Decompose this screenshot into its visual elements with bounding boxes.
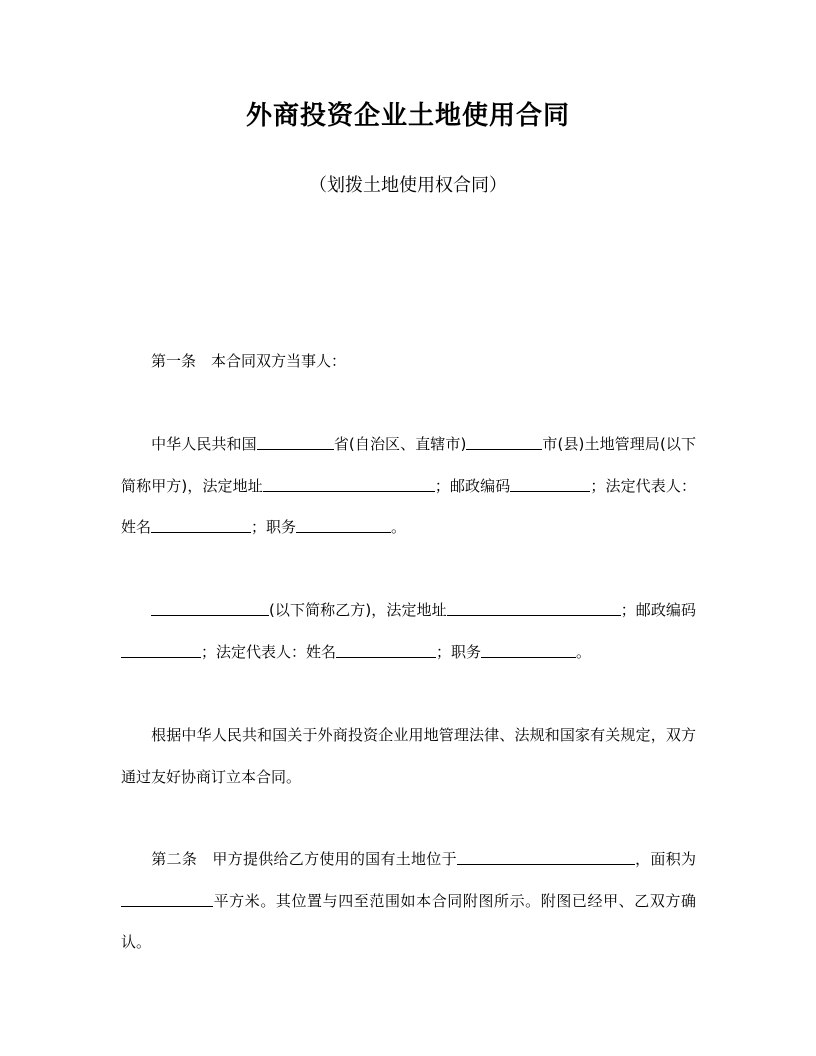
document-title: 外商投资企业土地使用合同 [245,101,570,131]
city-blank[interactable] [466,434,542,450]
article-1-paragraph [121,341,696,383]
party-a-text-2: 省(自治区、直辖市) [333,435,467,453]
party-a-paragraph [121,424,696,549]
basis-paragraph [121,715,696,798]
party-a-text-6: ；职务 [251,518,297,536]
party-a-address-blank[interactable] [263,476,435,492]
party-a-text-4: ；邮政编码 [434,476,511,495]
party-b-name-blank[interactable] [151,600,269,616]
party-b-postcode-blank[interactable] [121,642,201,658]
article-1-text: 本合同双方当事人： [211,352,347,370]
article-2-text-1: 甲方提供给乙方使用的国有土地位于 [212,850,457,868]
party-b-text-1: (以下简称乙方)，法定地址 [269,601,447,619]
party-b-paragraph [121,590,696,673]
province-blank[interactable] [257,434,334,450]
article-1-heading: 第一条 [151,352,197,370]
land-area-blank[interactable] [121,891,213,907]
party-b-text-2: ；邮政编码 [620,601,696,619]
article-2-heading: 第二条 [151,850,198,868]
party-a-postcode-blank[interactable] [510,476,590,492]
party-b-position-blank[interactable] [481,642,576,658]
party-a-representative-name-blank[interactable] [151,517,251,533]
article-2-paragraph [121,839,696,964]
land-location-blank[interactable] [457,849,635,865]
party-a-text-5: ；法定代表人：姓名 [121,476,696,536]
basis-text: 根据中华人民共和国关于外商投资企业用地管理法律、法规和国家有关规定，双方通过友好协商订立本合同。 [121,726,696,786]
document-subtitle: （划拨土地使用权合同） [309,175,507,196]
party-b-address-blank[interactable] [447,600,621,616]
party-a-text-7: 。 [391,518,407,536]
article-2-text-2: ，面积为 [634,850,696,868]
party-b-text-5: 。 [576,642,592,661]
party-a-position-blank[interactable] [296,517,391,533]
party-a-text-3: 市(县)土地管理局(以下简称甲方)，法定地址 [121,435,696,495]
article-2-text-3: 平方米。其位置与四至范围如本合同附图所示。附图已经甲、乙双方确认。 [121,891,696,951]
party-b-representative-name-blank[interactable] [336,642,436,658]
party-b-text-3: ；法定代表人：姓名 [201,642,337,661]
party-b-text-4: ；职务 [436,642,482,661]
party-a-text-1: 中华人民共和国 [151,435,257,453]
